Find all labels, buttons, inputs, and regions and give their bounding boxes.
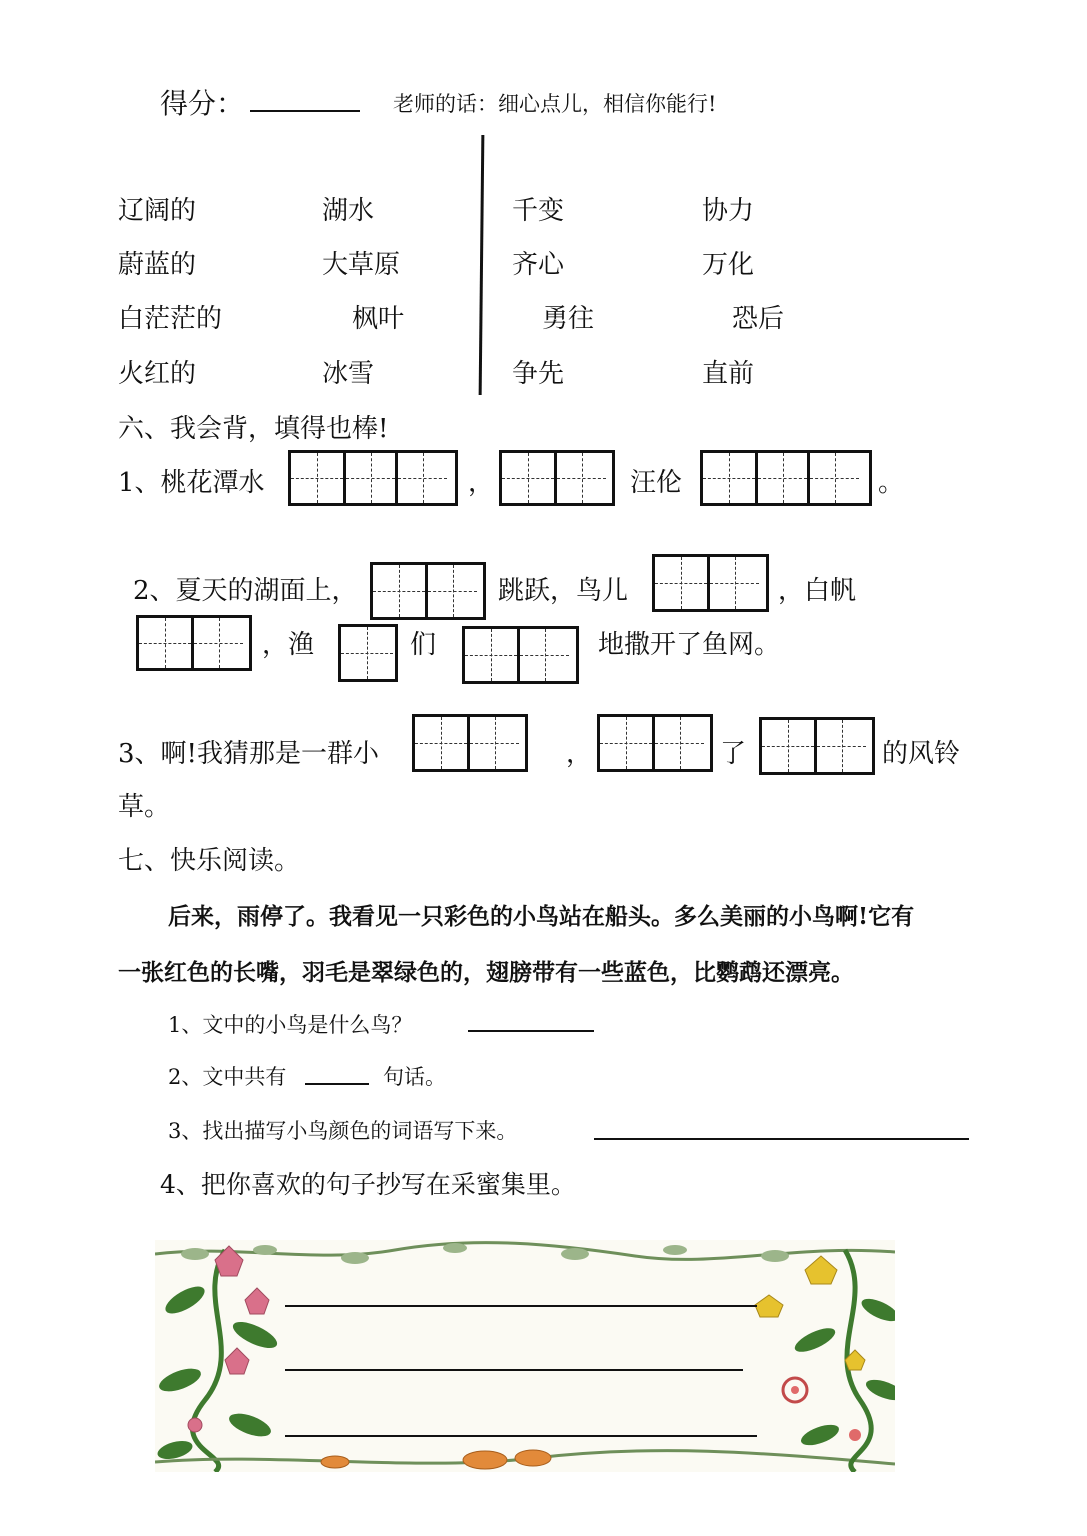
word-right2-0: 协力 xyxy=(702,196,755,226)
q2-text-3: ，渔 xyxy=(262,630,315,660)
word-left1-0: 辽阔的 xyxy=(118,196,197,226)
q1-period: 。 xyxy=(878,468,905,498)
q1-mid: 汪伦 xyxy=(630,468,683,498)
score-blank[interactable] xyxy=(250,110,360,112)
q2-blank-1[interactable] xyxy=(370,562,486,620)
word-right2-1: 万化 xyxy=(702,250,755,280)
q1-blank-1[interactable] xyxy=(288,450,458,506)
q1-blank-3[interactable] xyxy=(700,450,872,506)
q1-prefix: 1、桃花潭水 xyxy=(118,468,265,498)
word-right2-3: 直前 xyxy=(702,359,755,389)
word-left2-2: 枫叶 xyxy=(352,304,405,334)
word-right2-2: 恐后 xyxy=(732,304,785,334)
reading-q1: 1、文中的小鸟是什么鸟？ xyxy=(168,1013,413,1037)
matching-divider xyxy=(479,135,485,395)
q2-text-5: 地撒开了鱼网。 xyxy=(598,630,781,660)
word-left1-2: 白茫茫的 xyxy=(118,304,223,334)
q3-blank-2[interactable] xyxy=(597,714,713,772)
word-right1-3: 争先 xyxy=(512,359,565,389)
q3-text-2: 的风铃 xyxy=(882,739,961,769)
word-left1-1: 蔚蓝的 xyxy=(118,250,197,280)
q2-blank-2[interactable] xyxy=(652,554,769,612)
passage-line-1: 后来，雨停了。我看见一只彩色的小鸟站在船头。多么美丽的小鸟啊!它有 xyxy=(168,903,915,930)
score-label: 得分： xyxy=(160,87,245,120)
q2-blank-4[interactable] xyxy=(338,624,398,682)
floral-frame-art xyxy=(155,1240,895,1472)
reading-q2b: 句话。 xyxy=(383,1065,446,1089)
q2-prefix: 2、夏天的湖面上， xyxy=(133,576,358,606)
q2-text-1: 跳跃，鸟儿 xyxy=(498,576,629,606)
word-left2-3: 冰雪 xyxy=(322,359,375,389)
word-right1-0: 千变 xyxy=(512,196,565,226)
reading-q2-blank[interactable] xyxy=(305,1083,369,1085)
reading-q1-blank[interactable] xyxy=(468,1030,594,1032)
section7-title: 七、快乐阅读。 xyxy=(118,846,301,876)
q3-text-1: 了 xyxy=(720,739,747,769)
word-left1-3: 火红的 xyxy=(118,359,197,389)
q3-comma: ， xyxy=(566,739,593,769)
word-left2-1: 大草原 xyxy=(322,250,401,280)
section6-title: 六、我会背，填得也棒! xyxy=(118,414,389,444)
reading-q3: 3、找出描写小鸟颜色的词语写下来。 xyxy=(168,1119,518,1143)
q2-blank-3[interactable] xyxy=(136,615,252,671)
q2-blank-5[interactable] xyxy=(462,626,579,684)
reading-q4: 4、把你喜欢的句子抄写在采蜜集里。 xyxy=(160,1170,576,1199)
q3-blank-1[interactable] xyxy=(412,714,528,772)
q2-text-4: 们 xyxy=(410,630,437,660)
q3-text-3: 草。 xyxy=(118,792,171,822)
q1-blank-2[interactable] xyxy=(499,450,615,506)
word-right1-2: 勇往 xyxy=(542,304,595,334)
teacher-note: 老师的话：细心点儿，相信你能行! xyxy=(393,92,717,116)
passage-line-2: 一张红色的长嘴，羽毛是翠绿色的，翅膀带有一些蓝色，比鹦鹉还漂亮。 xyxy=(118,959,854,986)
q3-prefix: 3、啊!我猜那是一群小 xyxy=(118,739,379,769)
word-right1-1: 齐心 xyxy=(512,250,565,280)
reading-q3-blank[interactable] xyxy=(594,1138,969,1140)
floral-frame xyxy=(155,1240,895,1472)
q3-blank-3[interactable] xyxy=(759,717,875,775)
word-left2-0: 湖水 xyxy=(322,196,375,226)
q1-comma: ， xyxy=(468,468,495,498)
reading-q2a: 2、文中共有 xyxy=(168,1065,287,1089)
q2-text-2: ，白帆 xyxy=(778,576,857,606)
